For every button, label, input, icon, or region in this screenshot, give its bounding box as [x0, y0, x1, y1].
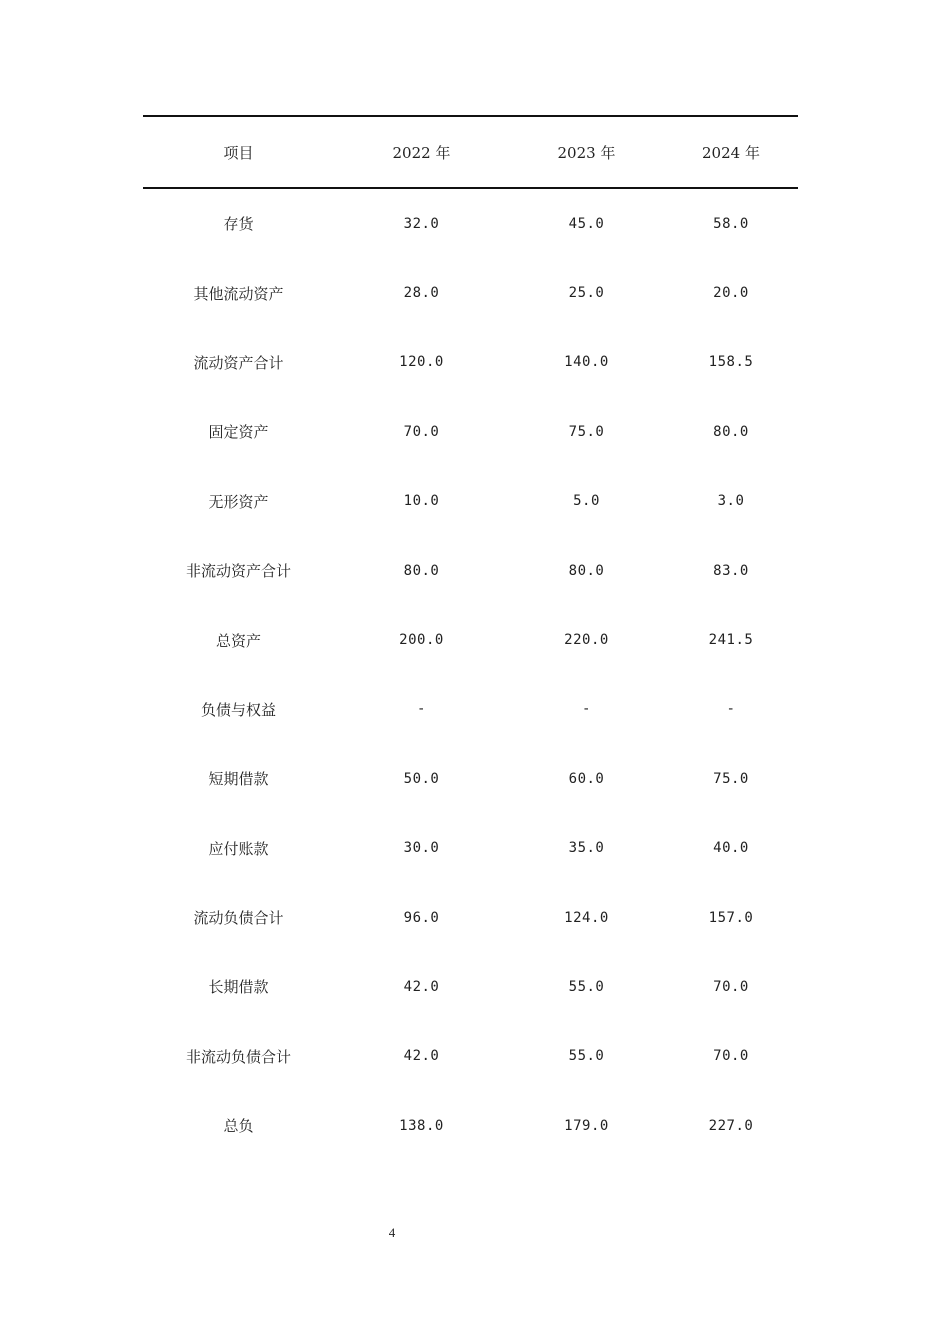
value-2023-cell: 80.0 [568, 562, 605, 579]
item-cell: 长期借款 [208, 978, 269, 997]
value-2024-cell: 80.0 [713, 423, 749, 440]
value-2022-cell: 80.0 [403, 562, 440, 579]
table-row [143, 188, 798, 258]
item-cell: 应付账款 [208, 839, 269, 858]
header-2023: 2023 年 [557, 143, 616, 162]
value-2023-cell: 55.0 [568, 1048, 605, 1065]
item-cell: 总负 [223, 1117, 254, 1136]
item-cell: 流动负债合计 [193, 909, 284, 928]
value-2023-cell: 140.0 [564, 354, 609, 371]
value-2022-cell: 200.0 [399, 632, 444, 649]
item-cell: 非流动负债合计 [185, 1047, 291, 1066]
value-2023-cell: 45.0 [568, 215, 605, 232]
value-2022-cell: 120.0 [399, 354, 444, 371]
value-2024-cell: 70.0 [713, 978, 749, 995]
item-cell: 总资产 [215, 631, 261, 650]
value-2023-cell: - [582, 701, 591, 718]
table-row [143, 1022, 798, 1091]
value-2023-cell: 75.0 [568, 423, 605, 440]
value-2023-cell: 124.0 [564, 909, 609, 926]
value-2024-cell: 70.0 [713, 1048, 749, 1065]
item-cell: 流动资产合计 [193, 353, 284, 372]
value-2023-cell: 220.0 [564, 632, 609, 649]
value-2022-cell: - [417, 701, 426, 718]
item-cell: 负债与权益 [200, 700, 276, 719]
value-2022-cell: 10.0 [403, 493, 440, 510]
table-row [143, 952, 798, 1021]
table-row [143, 467, 798, 536]
value-2022-cell: 30.0 [403, 840, 440, 857]
table-header-row [143, 116, 798, 188]
value-2023-cell: 60.0 [568, 770, 605, 787]
value-2022-cell: 50.0 [403, 770, 440, 787]
value-2023-cell: 5.0 [573, 493, 600, 510]
value-2023-cell: 55.0 [568, 978, 605, 995]
value-2022-cell: 42.0 [403, 1048, 440, 1065]
table-row [143, 883, 798, 952]
value-2023-cell: 25.0 [568, 285, 605, 302]
table-row [143, 814, 798, 883]
value-2024-cell: - [726, 701, 736, 718]
header-item: 项目 [223, 143, 254, 162]
value-2022-cell: 138.0 [399, 1117, 444, 1134]
table-row [143, 1091, 798, 1160]
value-2024-cell: 58.0 [713, 215, 749, 232]
item-cell: 其他流动资产 [193, 284, 284, 303]
table-row [143, 397, 798, 466]
item-cell: 短期借款 [208, 770, 269, 789]
table-row [143, 328, 798, 397]
item-cell: 无形资产 [208, 492, 269, 511]
value-2024-cell: 83.0 [713, 562, 749, 579]
item-cell: 非流动资产合计 [185, 562, 291, 581]
table-row [143, 258, 798, 327]
table-row [143, 744, 798, 813]
value-2022-cell: 96.0 [403, 909, 440, 926]
value-2024-cell: 3.0 [717, 493, 745, 510]
value-2024-cell: 157.0 [708, 909, 754, 926]
value-2022-cell: 32.0 [403, 215, 440, 232]
item-cell: 固定资产 [208, 423, 269, 442]
value-2023-cell: 179.0 [564, 1117, 609, 1134]
header-2024: 2024 年 [702, 143, 760, 162]
value-2024-cell: 158.5 [708, 354, 754, 371]
header-2022: 2022 年 [392, 143, 451, 162]
value-2023-cell: 35.0 [568, 840, 605, 857]
value-2024-cell: 227.0 [708, 1117, 754, 1134]
table-row [143, 605, 798, 674]
value-2024-cell: 20.0 [713, 285, 749, 302]
table-row [143, 536, 798, 605]
value-2024-cell: 75.0 [713, 770, 749, 787]
value-2022-cell: 28.0 [403, 285, 440, 302]
value-2022-cell: 42.0 [403, 978, 440, 995]
item-cell: 存货 [223, 215, 254, 234]
table-row [143, 675, 798, 744]
value-2024-cell: 40.0 [713, 840, 749, 857]
page-number: 4 [388, 1225, 396, 1240]
balance-sheet-table [143, 115, 798, 1160]
value-2024-cell: 241.5 [708, 632, 754, 649]
table-body [143, 188, 798, 1160]
value-2022-cell: 70.0 [403, 423, 440, 440]
balance-sheet-table-wrapper [143, 115, 798, 1160]
